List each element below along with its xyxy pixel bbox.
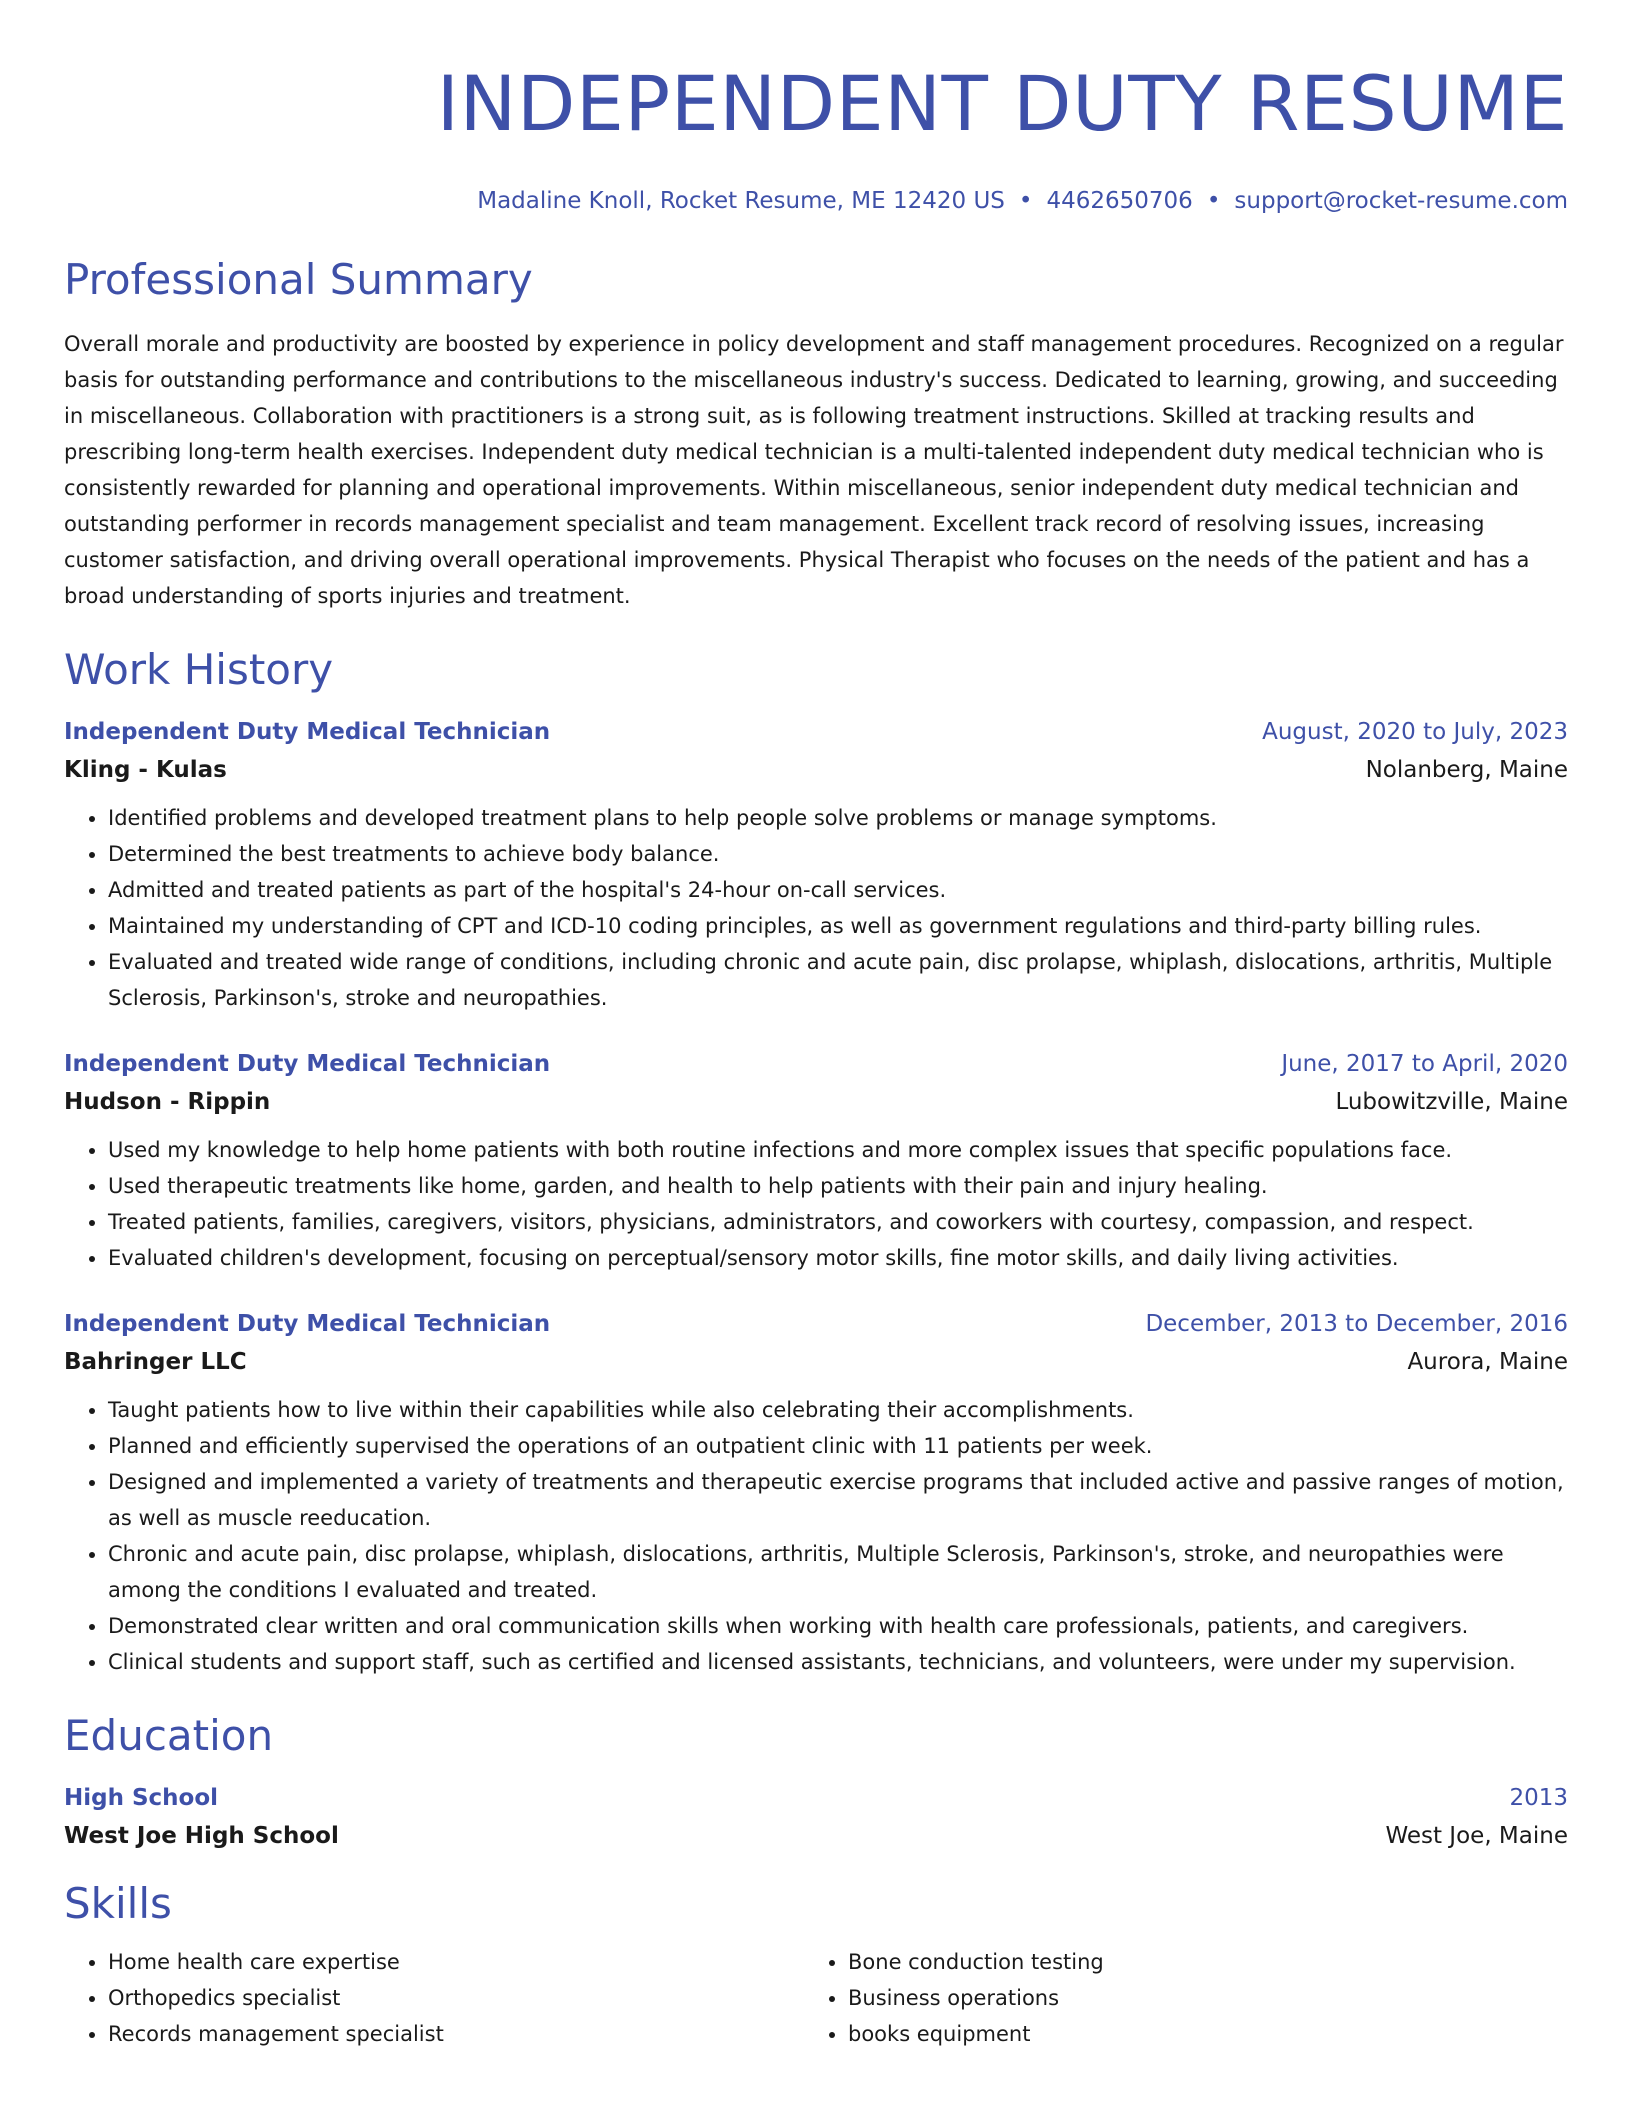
skills-list	[64, 1944, 1568, 2052]
job-entry	[64, 1306, 1568, 1680]
skills-column-right	[804, 1944, 1544, 2052]
job-bullet: • Designed and implemented a variety of treatments and therapeutic exercise programs that included active and passive ranges of motion, as well as muscle reeducation.	[108, 1464, 1568, 1536]
education-heading: Education	[64, 1711, 274, 1760]
resume-header	[64, 58, 1568, 216]
contact-address: Madaline Knoll, Rocket Resume, ME 12420 US	[477, 188, 1005, 214]
job-bullet: • Treated patients, families, caregivers, visitors, physicians, administrators, and coworkers with courtesy, compassion, and respect.	[108, 1204, 1568, 1240]
contact-email[interactable]: support@rocket-resume.com	[1234, 188, 1568, 214]
job-entry	[64, 714, 1568, 1016]
skill-item: • books equipment	[848, 2016, 1544, 2052]
job-dates: August, 2020 to July, 2023	[1262, 719, 1568, 745]
job-title: Independent Duty Medical Technician	[64, 719, 551, 745]
resume-title: INDEPENDENT DUTY RESUME	[436, 59, 1568, 148]
job-dates: December, 2013 to December, 2016	[1145, 1311, 1568, 1337]
education-location: West Joe, Maine	[1385, 1823, 1568, 1849]
job-bullets	[64, 1132, 1568, 1276]
job-bullet: • Used therapeutic treatments like home, garden, and health to help patients with their pain and injury healing.	[108, 1168, 1568, 1204]
skills-heading: Skills	[64, 1879, 172, 1928]
job-bullet: • Identified problems and developed treatment plans to help people solve problems or manage symptoms.	[108, 800, 1568, 836]
skill-item: • Business operations	[848, 1980, 1544, 2016]
work-history-heading: Work History	[64, 645, 334, 694]
job-bullet: • Demonstrated clear written and oral communication skills when working with health care professionals, patients, and caregivers.	[108, 1608, 1568, 1644]
education-year: 2013	[1509, 1785, 1568, 1811]
skill-item: • Records management specialist	[108, 2016, 804, 2052]
contact-separator: •	[1206, 188, 1221, 214]
job-entry	[64, 1046, 1568, 1276]
job-bullet: • Evaluated children's development, focusing on perceptual/sensory motor skills, fine motor skills, and daily living activities.	[108, 1240, 1568, 1276]
contact-phone: 4462650706	[1046, 188, 1193, 214]
job-bullet: • Used my knowledge to help home patients with both routine infections and more complex issues that specific populations face.	[108, 1132, 1568, 1168]
contact-line	[64, 186, 1568, 216]
job-title: Independent Duty Medical Technician	[64, 1311, 551, 1337]
summary-text: Overall morale and productivity are boosted by experience in policy development and staff management procedures. Recognized on a regular basis for outstanding performance and contributions to the miscellaneous industry's success. Dedicated to learning, growing, and succeeding in miscellaneous. Collaboration with practitioners is a strong suit, as is following treatment instructions. Skilled at tracking results and prescribing long-term health exercises. Independent duty medical technician is a multi-talented independent duty medical technician who is consistently rewarded for planning and operational improvements. Within miscellaneous, senior independent duty medical technician and outstanding performer in records management specialist and team management. Excellent track record of resolving issues, increasing customer satisfaction, and driving overall operational improvements. Physical Therapist who focuses on the needs of the patient and has a broad understanding of sports injuries and treatment.	[64, 332, 1564, 608]
skill-item: • Bone conduction testing	[848, 1944, 1544, 1980]
education-entry	[64, 1780, 1568, 1856]
job-bullet: • Admitted and treated patients as part of the hospital's 24-hour on-call services.	[108, 872, 1568, 908]
job-bullet: • Chronic and acute pain, disc prolapse, whiplash, dislocations, arthritis, Multiple Sclerosis, Parkinson's, stroke, and neuropathies were among the conditions I evaluated and treated.	[108, 1536, 1568, 1608]
job-location: Aurora, Maine	[1407, 1349, 1568, 1375]
skills-column-left	[64, 1944, 804, 2052]
job-bullets	[64, 800, 1568, 1016]
summary-heading: Professional Summary	[64, 255, 533, 304]
job-dates: June, 2017 to April, 2020	[1281, 1051, 1568, 1077]
job-bullets	[64, 1392, 1568, 1680]
job-location: Lubowitzville, Maine	[1335, 1089, 1568, 1115]
job-bullet: • Taught patients how to live within their capabilities while also celebrating their accomplishments.	[108, 1392, 1568, 1428]
job-title: Independent Duty Medical Technician	[64, 1051, 551, 1077]
job-company: Kling - Kulas	[64, 757, 227, 783]
job-company: Bahringer LLC	[64, 1349, 247, 1375]
job-bullet: • Planned and efficiently supervised the operations of an outpatient clinic with 11 patients per week.	[108, 1428, 1568, 1464]
job-bullet: • Evaluated and treated wide range of conditions, including chronic and acute pain, disc prolapse, whiplash, dislocations, arthritis, Multiple Sclerosis, Parkinson's, stroke and neuropathies.	[108, 944, 1568, 1016]
skill-item: • Home health care expertise	[108, 1944, 804, 1980]
work-history-list	[64, 714, 1568, 1680]
job-bullet: • Maintained my understanding of CPT and ICD-10 coding principles, as well as government regulations and third-party billing rules.	[108, 908, 1568, 944]
job-company: Hudson - Rippin	[64, 1089, 271, 1115]
job-location: Nolanberg, Maine	[1365, 757, 1568, 783]
job-bullet: • Clinical students and support staff, such as certified and licensed assistants, technicians, and volunteers, were under my supervision.	[108, 1644, 1568, 1680]
education-degree: High School	[64, 1785, 219, 1811]
job-bullet: • Determined the best treatments to achieve body balance.	[108, 836, 1568, 872]
education-school: West Joe High School	[64, 1823, 339, 1849]
contact-separator: •	[1018, 188, 1033, 214]
skill-item: • Orthopedics specialist	[108, 1980, 804, 2016]
